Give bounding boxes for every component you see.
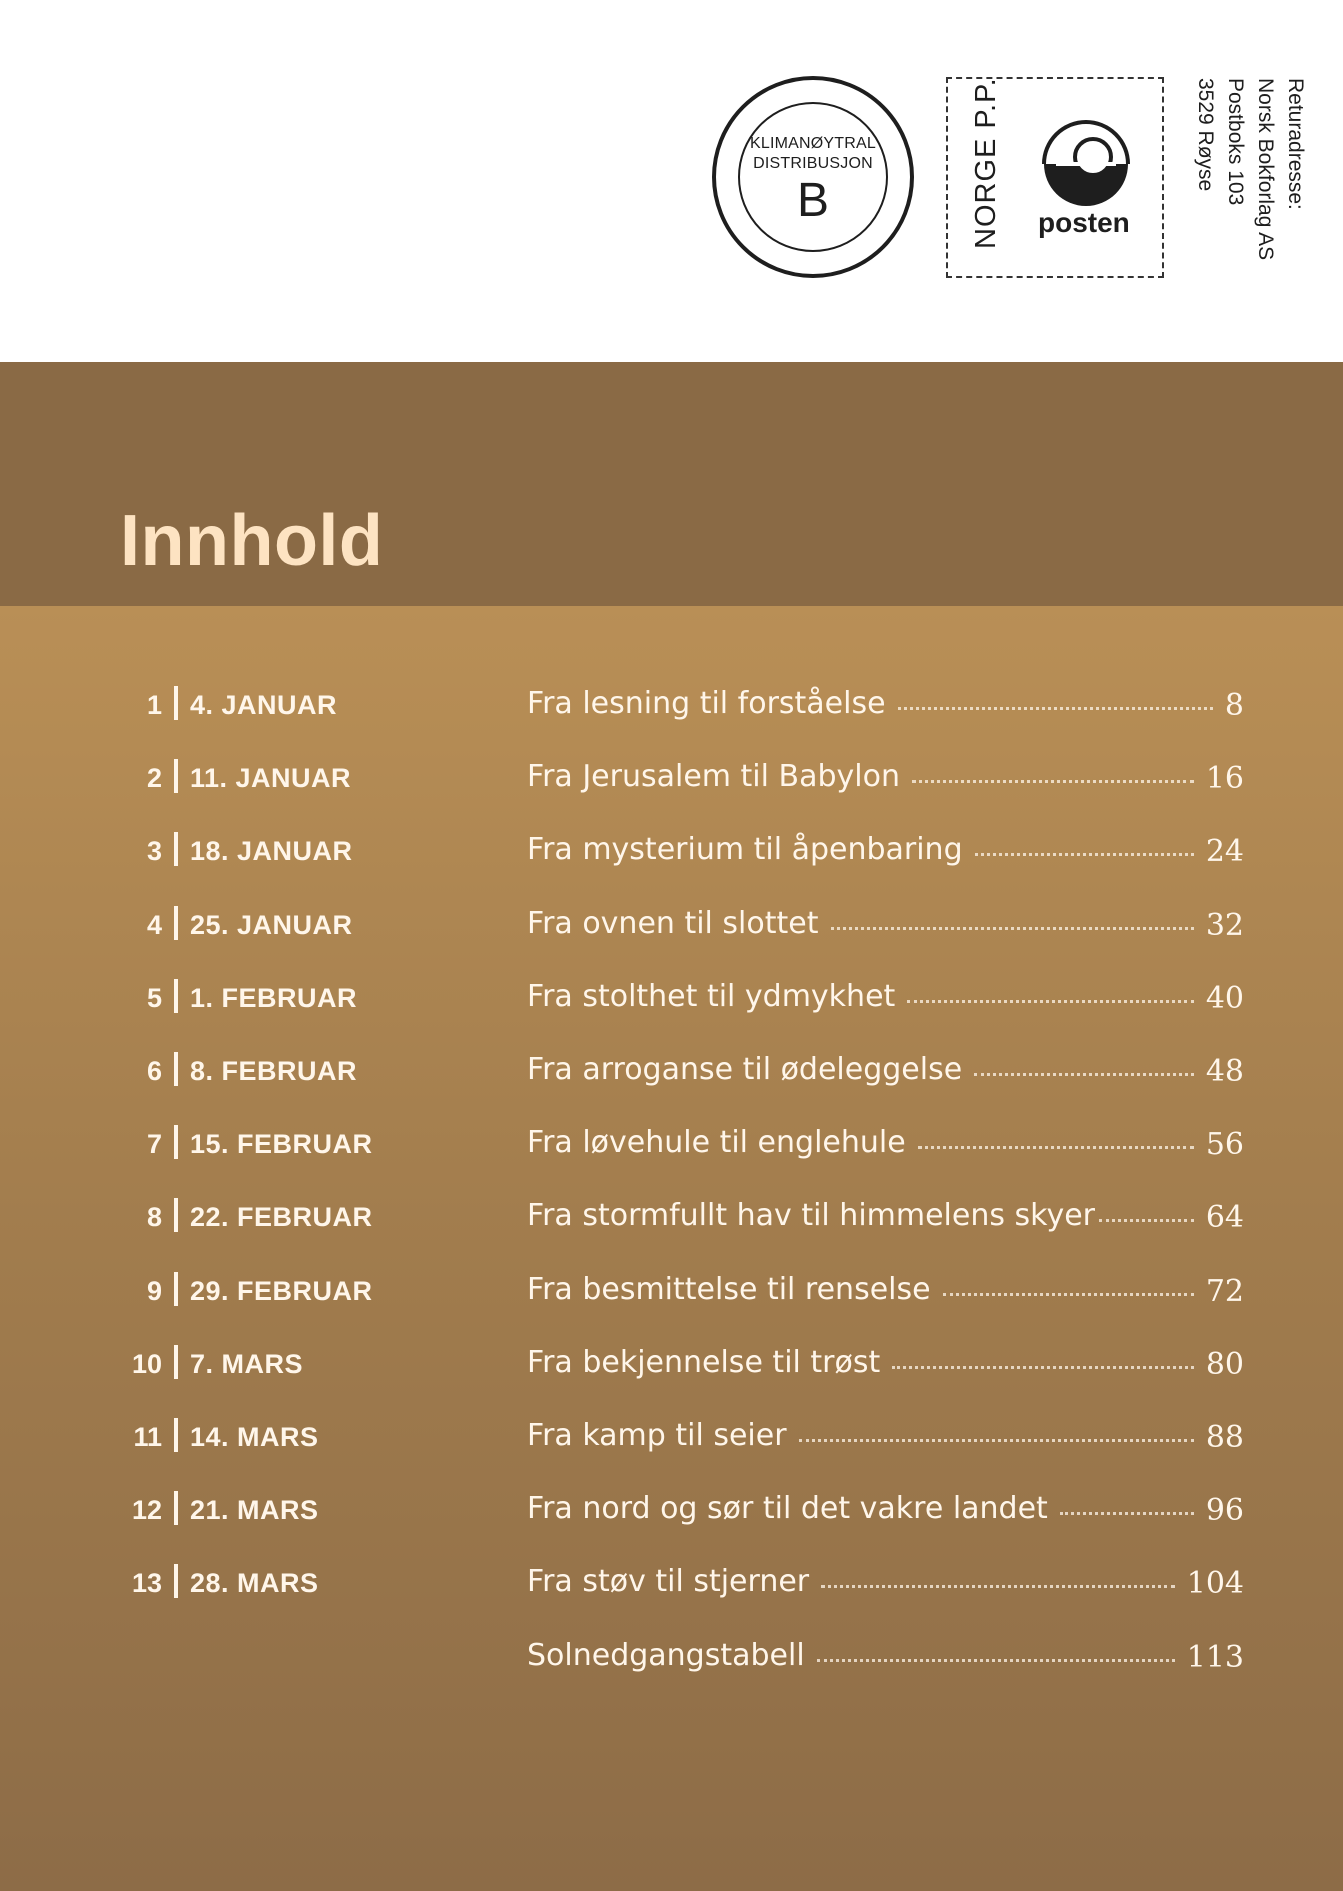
toc-date: 8. FEBRUAR xyxy=(190,1056,358,1086)
toc-page-number: 48 xyxy=(1205,1054,1244,1089)
toc-page-number: 104 xyxy=(1186,1566,1244,1602)
toc-title: Fra bekjennelse til trøst xyxy=(527,1344,881,1380)
return-address-line: 3529 Røyse xyxy=(1194,78,1217,192)
toc-page-number: 56 xyxy=(1205,1127,1244,1163)
toc-number: 4 xyxy=(146,909,162,940)
toc-separator-bar xyxy=(174,1491,178,1525)
toc-title: Fra arroganse til ødeleggelse xyxy=(527,1052,963,1087)
toc-date: 1. FEBRUAR xyxy=(190,982,358,1013)
climate-badge-line-1: KLIMANØYTRAL xyxy=(750,135,876,152)
toc-dot-leader xyxy=(1099,1215,1194,1222)
toc-separator-bar xyxy=(174,1125,178,1159)
toc-number: 3 xyxy=(146,836,162,867)
toc-date: 25. JANUAR xyxy=(190,909,353,940)
toc-page-number: 24 xyxy=(1205,834,1244,870)
toc-number: 2 xyxy=(146,763,162,794)
stamp-country-text: NORGE P.P. xyxy=(970,77,1002,249)
toc-page-number: 96 xyxy=(1205,1493,1244,1529)
toc-row[interactable] xyxy=(0,1188,1343,1248)
toc-separator-bar xyxy=(174,759,178,793)
toc-number: 12 xyxy=(131,1495,162,1526)
toc-dot-leader xyxy=(799,1435,1194,1442)
return-address xyxy=(1190,78,1310,260)
toc-row[interactable] xyxy=(0,1408,1343,1468)
toc-number: 10 xyxy=(131,1348,162,1379)
toc-title: Fra mysterium til åpenbaring xyxy=(527,832,963,868)
toc-separator-bar xyxy=(174,1052,178,1086)
toc-row[interactable] xyxy=(0,1115,1343,1175)
climate-neutral-badge-inner xyxy=(738,102,888,252)
toc-row[interactable] xyxy=(0,1554,1343,1614)
toc-separator-bar xyxy=(174,1345,178,1379)
climate-badge-letter: B xyxy=(796,174,829,227)
toc-dot-leader xyxy=(817,1655,1175,1662)
toc-page-number: 40 xyxy=(1205,980,1244,1016)
toc-separator-bar xyxy=(174,1418,178,1452)
toc-number: 8 xyxy=(146,1202,162,1233)
toc-row[interactable] xyxy=(0,822,1343,882)
toc-dot-leader xyxy=(918,1142,1194,1149)
toc-title: Fra støv til stjerner xyxy=(527,1564,810,1600)
toc-date: 22. FEBRUAR xyxy=(190,1202,373,1233)
toc-row[interactable] xyxy=(0,1335,1343,1395)
toc-number: 1 xyxy=(146,690,162,720)
toc-dot-leader xyxy=(907,996,1194,1003)
toc-number: 7 xyxy=(146,1129,162,1160)
toc-page-number: 64 xyxy=(1205,1200,1244,1236)
toc-number: 5 xyxy=(146,982,162,1013)
toc-date: 28. MARS xyxy=(190,1568,319,1599)
toc-number: 11 xyxy=(133,1422,162,1452)
toc-title: Fra stolthet til ydmykhet xyxy=(527,978,896,1014)
posten-logo-icon xyxy=(1036,114,1136,214)
toc-title: Fra Jerusalem til Babylon xyxy=(527,759,900,795)
toc-page-number: 113 xyxy=(1186,1639,1244,1675)
toc-date: 14. MARS xyxy=(190,1422,319,1452)
posten-brand-text: posten xyxy=(1038,207,1130,238)
toc-title: Fra kamp til seier xyxy=(527,1418,787,1453)
return-address-line: Norsk Bokforlag AS xyxy=(1254,78,1277,261)
toc-separator-bar xyxy=(174,979,178,1013)
page-title: Innhold xyxy=(120,501,384,581)
toc-date: 29. FEBRUAR xyxy=(190,1275,373,1306)
toc-page-number: 88 xyxy=(1205,1420,1244,1455)
toc-separator-bar xyxy=(174,1564,178,1598)
toc-page-number: 16 xyxy=(1205,761,1244,797)
toc-separator-bar xyxy=(174,1272,178,1306)
return-address-line: Returadresse: xyxy=(1284,78,1307,210)
toc-date: 18. JANUAR xyxy=(190,836,353,867)
toc-number: 9 xyxy=(146,1275,162,1306)
climate-badge-line-2: DISTRIBUSJON xyxy=(753,155,873,172)
toc-title: Fra lesning til forståelse xyxy=(527,686,886,721)
toc-row[interactable] xyxy=(0,896,1343,956)
toc-date: 15. FEBRUAR xyxy=(190,1129,373,1160)
postage-stamp xyxy=(946,77,1164,278)
climate-neutral-badge xyxy=(712,76,914,278)
toc-number: 13 xyxy=(131,1568,162,1599)
toc-dot-leader xyxy=(821,1581,1175,1588)
toc-date: 11. JANUAR xyxy=(190,763,352,794)
toc-title: Fra nord og sør til det vakre landet xyxy=(527,1491,1048,1527)
table-of-contents xyxy=(0,606,1343,1891)
toc-dot-leader xyxy=(831,923,1194,930)
toc-page-number: 80 xyxy=(1205,1346,1244,1382)
toc-date: 21. MARS xyxy=(190,1495,319,1526)
toc-title: Fra besmittelse til renselse xyxy=(527,1271,931,1307)
toc-row[interactable] xyxy=(0,1481,1343,1541)
toc-dot-leader xyxy=(975,849,1194,856)
toc-row[interactable] xyxy=(0,749,1343,809)
toc-row[interactable] xyxy=(0,676,1343,736)
toc-page-number: 72 xyxy=(1205,1273,1244,1309)
toc-separator-bar xyxy=(174,1198,178,1232)
toc-page-number: 32 xyxy=(1205,907,1244,943)
toc-separator-bar xyxy=(174,906,178,940)
toc-title: Fra stormfullt hav til himmelens skyer xyxy=(527,1198,1096,1234)
toc-title: Fra ovnen til slottet xyxy=(527,905,819,941)
toc-dot-leader xyxy=(943,1289,1194,1296)
toc-dot-leader xyxy=(912,776,1194,783)
toc-date: 7. MARS xyxy=(190,1348,304,1379)
toc-dot-leader xyxy=(898,703,1213,710)
toc-title: Fra løvehule til englehule xyxy=(527,1125,906,1161)
toc-separator-bar xyxy=(174,686,178,720)
toc-date: 4. JANUAR xyxy=(190,690,338,720)
toc-dot-leader xyxy=(1060,1508,1194,1515)
toc-row[interactable] xyxy=(0,1042,1343,1102)
toc-number: 6 xyxy=(146,1056,162,1086)
toc-page-number: 8 xyxy=(1224,688,1244,723)
toc-separator-bar xyxy=(174,832,178,866)
toc-dot-leader xyxy=(974,1069,1194,1076)
toc-row[interactable] xyxy=(0,1262,1343,1322)
return-address-line: Postboks 103 xyxy=(1224,78,1247,206)
toc-dot-leader xyxy=(892,1362,1194,1369)
toc-row[interactable] xyxy=(0,969,1343,1029)
toc-title: Solnedgangstabell xyxy=(527,1637,805,1673)
toc-row[interactable] xyxy=(0,1628,1343,1688)
mailing-area xyxy=(0,0,1343,362)
